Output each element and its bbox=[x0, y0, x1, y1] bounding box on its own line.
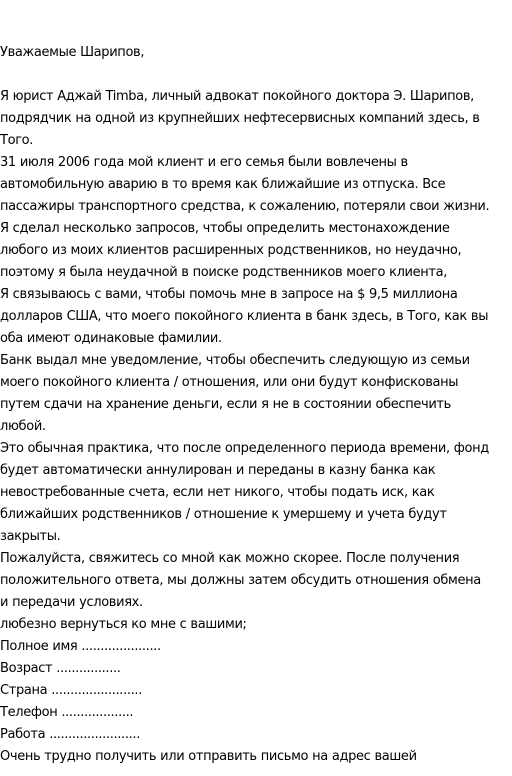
text-line: поэтому я была неудачной в поиске родственников моего клиента, bbox=[0, 265, 448, 280]
form-field-full-name: Полное имя ..................... bbox=[0, 639, 161, 654]
text-line: моего покойного клиента / отношения, или они будут конфискованы bbox=[0, 375, 459, 390]
text-line: Я сделал несколько запросов, чтобы определить местонахождение bbox=[0, 221, 450, 236]
text-line: положительного ответа, мы должны затем обсудить отношения обмена bbox=[0, 573, 481, 588]
text-line: 31 июля 2006 года мой клиент и его семья были вовлечены в bbox=[0, 155, 408, 170]
greeting: Уважаемые Шарипов, bbox=[0, 45, 145, 60]
text-line: будет автоматически аннулирован и переданы в казну банка как bbox=[0, 463, 436, 478]
text-line: ближайших родственников / отношение к умершему и учета будут bbox=[0, 507, 447, 522]
form-field-job: Работа ........................ bbox=[0, 727, 140, 742]
text-line: пассажиры транспортного средства, к сожалению, потеряли свои жизни. bbox=[0, 199, 490, 214]
form-field-age: Возраст ................. bbox=[0, 661, 121, 676]
text-line: автомобильную аварию в то время как ближайшие из отпуска. Все bbox=[0, 177, 446, 192]
text-line: закрыты. bbox=[0, 529, 61, 544]
text-line: путем сдачи на хранение деньги, если я не в состоянии обеспечить bbox=[0, 397, 451, 412]
text-line: долларов США, что моего покойного клиента в банк здесь, в Того, как вы bbox=[0, 309, 489, 324]
text-line: любой. bbox=[0, 419, 46, 434]
text-line: Банк выдал мне уведомление, чтобы обеспечить следующую из семьи bbox=[0, 353, 470, 368]
text-line: Я юрист Аджай Timba, личный адвокат покойного доктора Э. Шарипов, bbox=[0, 89, 474, 104]
text-line: Того. bbox=[0, 133, 34, 148]
text-line: Это обычная практика, что после определенного периода времени, фонд bbox=[0, 441, 489, 456]
text-line: и передачи условиях. bbox=[0, 595, 143, 610]
text-line: любезно вернуться ко мне с вашими; bbox=[0, 617, 247, 632]
text-line: Пожалуйста, свяжитесь со мной как можно скорее. После получения bbox=[0, 551, 460, 566]
text-line: любого из моих клиентов расширенных родственников, но неудачно, bbox=[0, 243, 462, 258]
form-field-phone: Телефон ................... bbox=[0, 705, 134, 720]
text-line: Очень трудно получить или отправить письмо на адрес вашей bbox=[0, 749, 417, 764]
blank-line bbox=[0, 64, 512, 86]
text-line: подрядчик на одной из крупнейших нефтесервисных компаний здесь, в bbox=[0, 111, 480, 126]
text-line: оба имеют одинаковые фамилии. bbox=[0, 331, 222, 346]
text-line: невостребованные счета, если нет никого, чтобы подать иск, как bbox=[0, 485, 435, 500]
text-line: Я связываюсь с вами, чтобы помочь мне в запросе на $ 9,5 миллиона bbox=[0, 287, 458, 302]
form-field-country: Страна ........................ bbox=[0, 683, 142, 698]
letter-body bbox=[0, 42, 512, 768]
